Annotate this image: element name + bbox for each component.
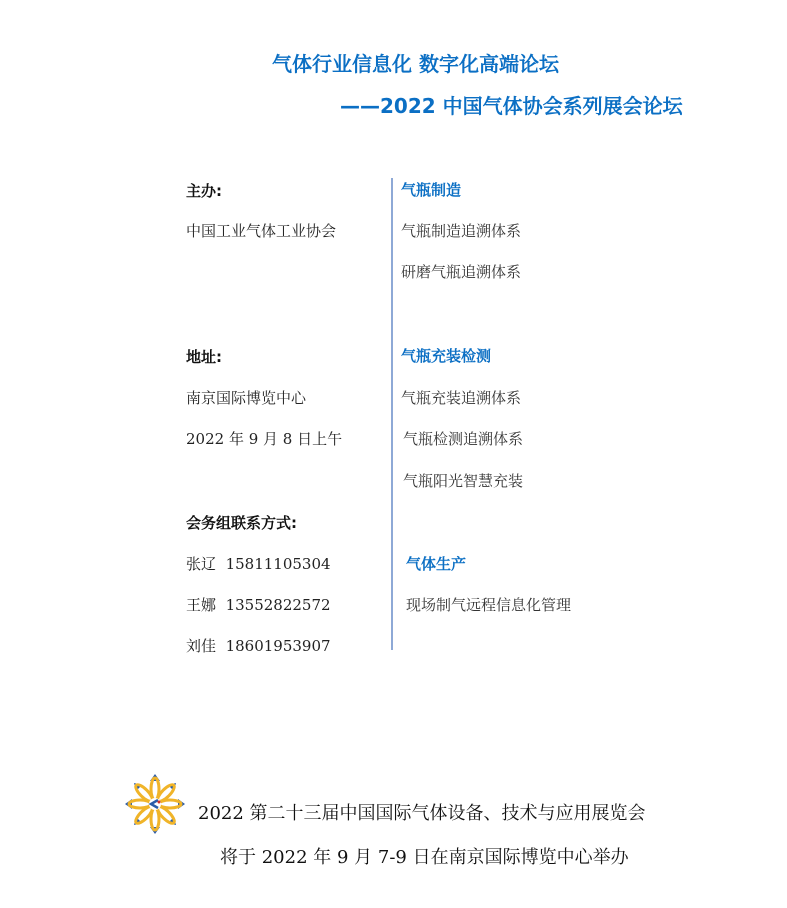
contact-phone: 15811105304 — [225, 555, 331, 573]
contact-phone: 18601953907 — [225, 637, 331, 655]
section-title: 气体生产 — [406, 555, 467, 573]
organizer-value: 中国工业气体工业协会 — [186, 222, 337, 240]
section-item: 气瓶检测追溯体系 — [403, 430, 524, 448]
organizer-label: 主办: — [186, 182, 222, 200]
section-item: 气瓶制造追溯体系 — [401, 222, 522, 240]
section-item: 研磨气瓶追溯体系 — [401, 263, 522, 281]
contact-name: 王娜 — [186, 596, 217, 614]
contact-row — [186, 553, 331, 574]
section-item: 气瓶充装追溯体系 — [401, 389, 522, 407]
contact-row — [186, 594, 331, 615]
contact-name: 刘佳 — [186, 637, 217, 655]
column-divider — [391, 178, 393, 650]
footer-line-2: 将于 2022 年 9 月 7-9 日在南京国际博览中心举办 — [220, 847, 629, 868]
footer-line-1: 2022 第二十三届中国国际气体设备、技术与应用展览会 — [198, 803, 646, 824]
address-label: 地址: — [186, 348, 222, 366]
contact-row — [186, 635, 331, 656]
section-item: 气瓶阳光智慧充装 — [403, 472, 524, 490]
page-subtitle: ——2022 中国气体协会系列展会论坛 — [340, 94, 683, 118]
contact-name: 张辽 — [186, 555, 217, 573]
page-title: 气体行业信息化 数字化高端论坛 — [272, 52, 559, 76]
contact-label: 会务组联系方式: — [186, 514, 297, 532]
section-title: 气瓶充装检测 — [401, 347, 492, 365]
section-title: 气瓶制造 — [401, 181, 462, 199]
section-item: 现场制气远程信息化管理 — [406, 596, 572, 614]
contact-phone: 13552822572 — [225, 596, 331, 614]
date-value: 2022 年 9 月 8 日上午 — [186, 430, 343, 448]
exhibition-logo-icon — [124, 773, 186, 835]
address-value: 南京国际博览中心 — [186, 389, 307, 407]
